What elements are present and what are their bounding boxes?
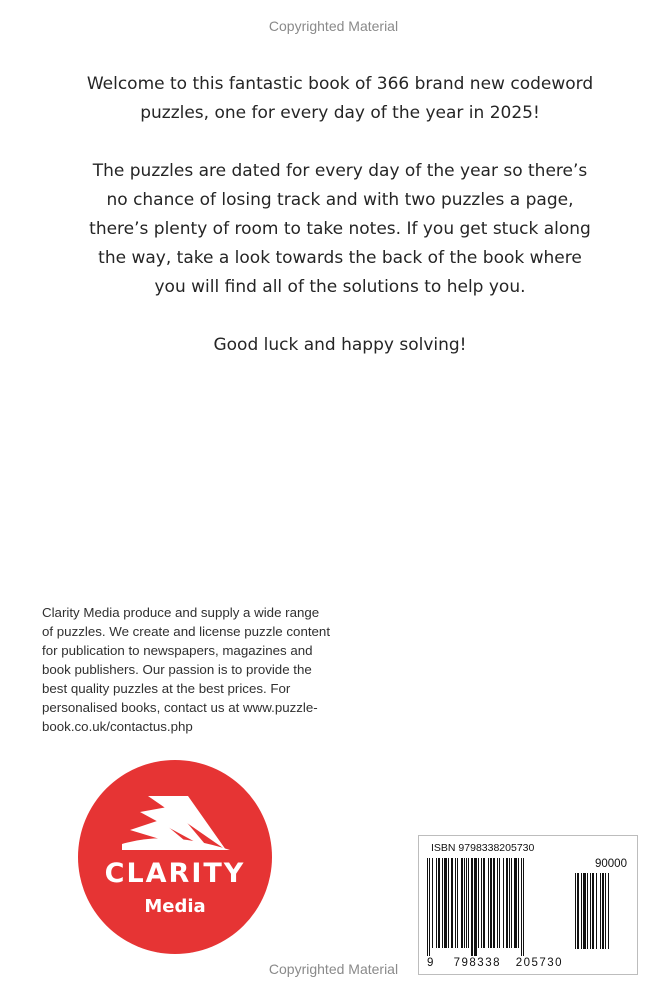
intro-paragraph-2: The puzzles are dated for every day of the year so there’s no chance of losing track and with two puzzles a page, there’s plenty of room to take notes. If you get stuck along the way, take a look towards the back of the book where you will find all of the solutions to help you. — [89, 161, 591, 297]
price-code: 90000 — [595, 858, 627, 870]
publisher-blurb: Clarity Media produce and supply a wide range of puzzles. We create and license puzzle content for publication to newspapers, magazines and book publishers. Our passion is to provide the best quality puzzles at the best prices. For personalised books, contact us at www.puzzle-book.co.uk/contactus.php — [42, 605, 331, 734]
isbn-barcode — [418, 835, 638, 975]
intro-paragraph-3: Good luck and happy solving! — [213, 335, 467, 355]
intro-text — [80, 70, 600, 389]
barcode-bars — [425, 858, 571, 956]
clarity-media-logo — [78, 760, 272, 954]
barcode-digit-lead: 9 — [427, 957, 435, 969]
barcode-digits-group-2: 205730 — [515, 957, 564, 969]
barcode-addon-bars — [573, 873, 631, 957]
barcode-digits-group-1: 798338 — [453, 957, 501, 969]
logo-wordmark: CLARITY — [104, 858, 246, 889]
logo-subtitle: Media — [144, 896, 206, 917]
intro-paragraph-1: Welcome to this fantastic book of 366 brand new codeword puzzles, one for every day of the year in 2025! — [86, 74, 594, 123]
isbn-label: ISBN 9798338205730 — [431, 842, 535, 854]
copyright-watermark-bottom: Copyrighted Material — [268, 961, 399, 977]
sail-icon — [78, 760, 272, 954]
copyright-watermark-top: Copyrighted Material — [268, 18, 399, 34]
